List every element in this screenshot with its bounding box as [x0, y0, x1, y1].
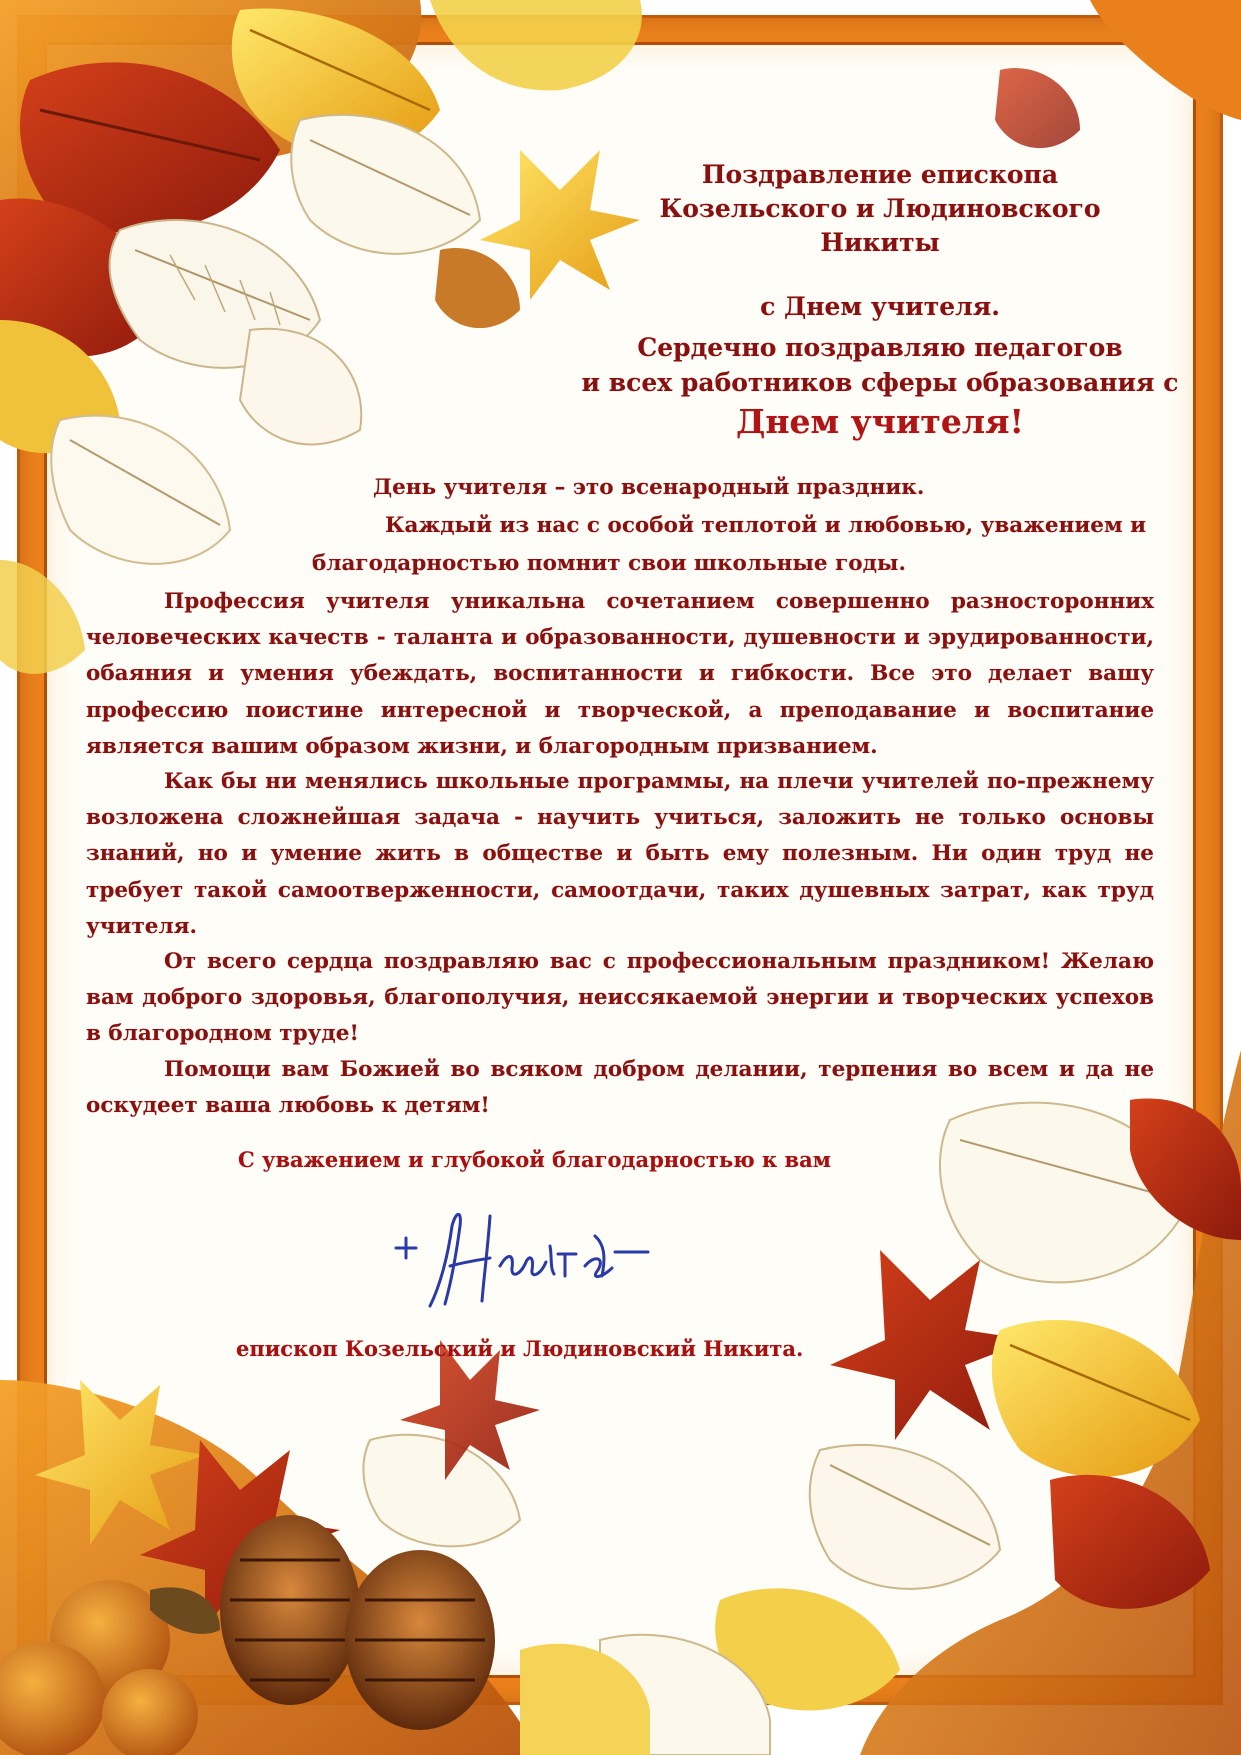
top-right-leaves: [995, 0, 1241, 148]
header-line-5: Сердечно поздравляю педагогов: [637, 333, 1123, 362]
intro-line-2: Каждый из нас с особой теплотой и любовью, уважением и: [385, 513, 1147, 538]
paragraph-4: Помощи вам Божией во всяком добром делании, терпения во всем и да не оскудеет ваша любовь к детям!: [86, 1057, 1154, 1119]
header-line-4: с Днем учителя.: [760, 292, 1000, 321]
header-line-6: и всех работников сферы образования с: [581, 368, 1179, 397]
header-big-title: Днем учителя!: [736, 402, 1024, 441]
header-line-3: Никиты: [820, 228, 940, 257]
paragraph-2: Как бы ни менялись школьные программы, на плечи учителей по-прежнему возложена сложнейшая задача - научить учиться, заложить не только основы знаний, но и умение жить в обществе и быть ему полезным. Ни один труд не требует такой самоотверженности, самоотдачи, таких душевных затрат, как труд учителя.: [86, 769, 1154, 939]
intro-line-1: День учителя – это всенародный праздник.: [373, 475, 925, 500]
header-line-1: Поздравление епископа: [701, 160, 1059, 189]
bottom-left-leaves: [0, 1340, 650, 1755]
paragraph-1: Профессия учителя уникальна сочетанием совершенно разносторонних человеческих качеств - таланта и образованности, душевности и эрудированности, обаяния и умения убеждать, воспитанности и гибкости. Все это делает вашу профессию поистине интересной и творческой, а преподавание и воспитание является вашим образом жизни, и благородным призванием.: [86, 589, 1154, 759]
header-line-2: Козельского и Людиновского: [659, 194, 1101, 223]
handwritten-signature: [390, 1196, 650, 1326]
left-side-leaf: [0, 560, 85, 674]
pine-cone-left: [220, 1515, 360, 1705]
paragraph-3: От всего сердца поздравляю вас с профессиональным праздником! Желаю вам доброго здоровья, благополучия, неиссякаемой энергии и творческих успехов в благородном труде!: [86, 949, 1154, 1047]
closing-regards: С уважением и глубокой благодарностью к вам: [238, 1147, 831, 1172]
closing-signature-name: епископ Козельский и Людиновский Никита.: [236, 1336, 804, 1361]
intro-line-3: благодарностью помнит свои школьные годы.: [312, 551, 906, 576]
